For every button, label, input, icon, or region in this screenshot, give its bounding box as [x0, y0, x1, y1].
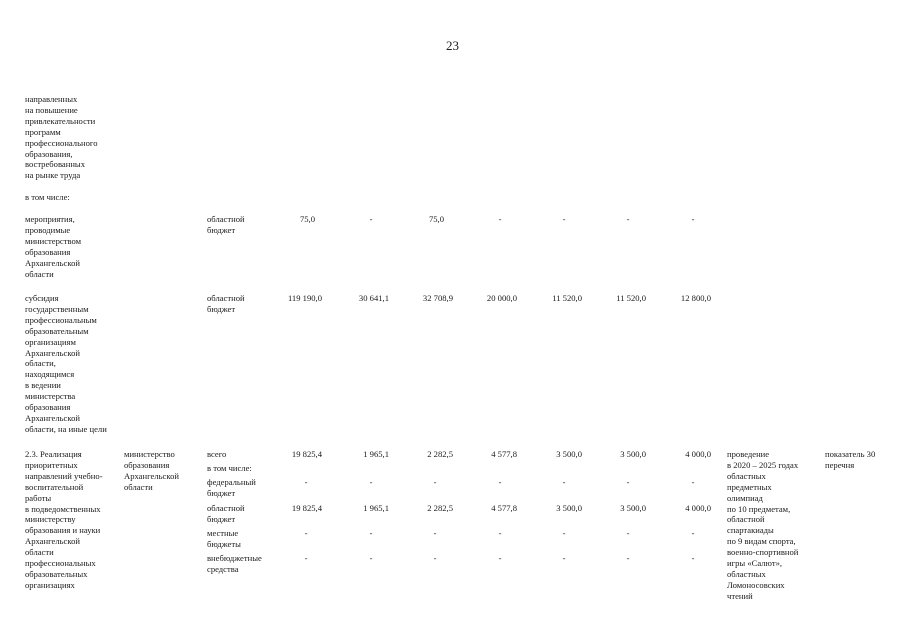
- subsidy-value-2022: 20 000,0: [486, 293, 517, 303]
- item-2-3-result: проведение в 2020 – 2025 годах областных предметных олимпиад по 10 предметам, областной спартакиады по 9 видам спорта, военно-спортивной игры «Салют», областных Ломоносовских чтений: [727, 449, 799, 601]
- regional-value-total: 19 825,4: [291, 503, 322, 513]
- total-value-2022: 4 577,8: [491, 449, 517, 459]
- extrabudget-value-2022: -: [498, 553, 502, 563]
- total-value-2021: 2 282,5: [427, 449, 453, 459]
- federal-value-2023: -: [562, 477, 566, 487]
- federal-value-2025: -: [691, 477, 695, 487]
- total-value-2024: 3 500,0: [620, 449, 646, 459]
- source-label-federal: федеральный бюджет: [207, 477, 256, 498]
- federal-value-2022: -: [498, 477, 502, 487]
- item-2-3-executor: министерство образования Архангельской области: [124, 449, 179, 492]
- regional-value-2021: 2 282,5: [427, 503, 453, 513]
- total-value-2025: 4 000,0: [685, 449, 711, 459]
- regional-value-2022: 4 577,8: [491, 503, 517, 513]
- subsidy-value-2020: 30 641,1: [358, 293, 389, 303]
- measures-value-2025: -: [691, 214, 695, 224]
- local-value-2021: -: [433, 528, 437, 538]
- federal-value-2021: -: [433, 477, 437, 487]
- source-label-regional: областной бюджет: [207, 503, 245, 524]
- regional-value-2020: 1 965,1: [363, 503, 389, 513]
- measures-value-2021: 75,0: [428, 214, 444, 224]
- measures-value-2020: -: [369, 214, 373, 224]
- subsidy-value-2021: 32 708,9: [422, 293, 453, 303]
- measures-value-2024: -: [626, 214, 630, 224]
- local-value-2024: -: [626, 528, 630, 538]
- total-value-total: 19 825,4: [291, 449, 322, 459]
- subsidy-source: областной бюджет: [207, 293, 245, 314]
- source-label-local: местные бюджеты: [207, 528, 241, 549]
- extrabudget-value-2021: -: [433, 553, 437, 563]
- federal-value-2024: -: [626, 477, 630, 487]
- local-value-total: -: [304, 528, 308, 538]
- federal-value-total: -: [304, 477, 308, 487]
- measures-name: мероприятия, проводимые министерством образования Архангельской области: [25, 214, 82, 279]
- subsidy-name: субсидия государственным профессиональным образовательным организациям Архангельской области, находящимся в ведении министерства образования Архангельской области, на иные цели: [25, 293, 107, 434]
- source-label-extrabudget: внебюджетные средства: [207, 553, 262, 574]
- federal-value-2020: -: [369, 477, 373, 487]
- measures-source: областной бюджет: [207, 214, 245, 235]
- in-that-number-label: в том числе:: [25, 192, 70, 202]
- subsidy-value-2024: 11 520,0: [616, 293, 646, 303]
- intro-text: направленных на повышение привлекательности программ профессионального образования, востребованных на рынке труда: [25, 94, 98, 181]
- local-value-2023: -: [562, 528, 566, 538]
- source-label-in-that-number: в том числе:: [207, 463, 252, 473]
- subsidy-value-2025: 12 800,0: [680, 293, 711, 303]
- total-value-2020: 1 965,1: [363, 449, 389, 459]
- page-number: 23: [446, 38, 459, 53]
- regional-value-2024: 3 500,0: [620, 503, 646, 513]
- total-value-2023: 3 500,0: [556, 449, 582, 459]
- measures-value-2022: -: [498, 214, 502, 224]
- subsidy-value-2023: 11 520,0: [552, 293, 582, 303]
- item-2-3-indicator: показатель 30 перечня: [825, 449, 876, 470]
- extrabudget-value-total: -: [304, 553, 308, 563]
- subsidy-value-total: 119 190,0: [287, 293, 322, 303]
- extrabudget-value-2025: -: [691, 553, 695, 563]
- measures-value-total: 75,0: [299, 214, 315, 224]
- local-value-2022: -: [498, 528, 502, 538]
- source-label-total: всего: [207, 449, 227, 459]
- regional-value-2023: 3 500,0: [556, 503, 582, 513]
- extrabudget-value-2024: -: [626, 553, 630, 563]
- local-value-2025: -: [691, 528, 695, 538]
- extrabudget-value-2023: -: [562, 553, 566, 563]
- extrabudget-value-2020: -: [369, 553, 373, 563]
- local-value-2020: -: [369, 528, 373, 538]
- measures-value-2023: -: [562, 214, 566, 224]
- item-2-3-name: 2.3. Реализация приоритетных направлений учебно- воспитательной работы в подведомственных министерству образования и науки Архангельской области профессиональных образовательных организациях: [25, 449, 103, 590]
- regional-value-2025: 4 000,0: [685, 503, 711, 513]
